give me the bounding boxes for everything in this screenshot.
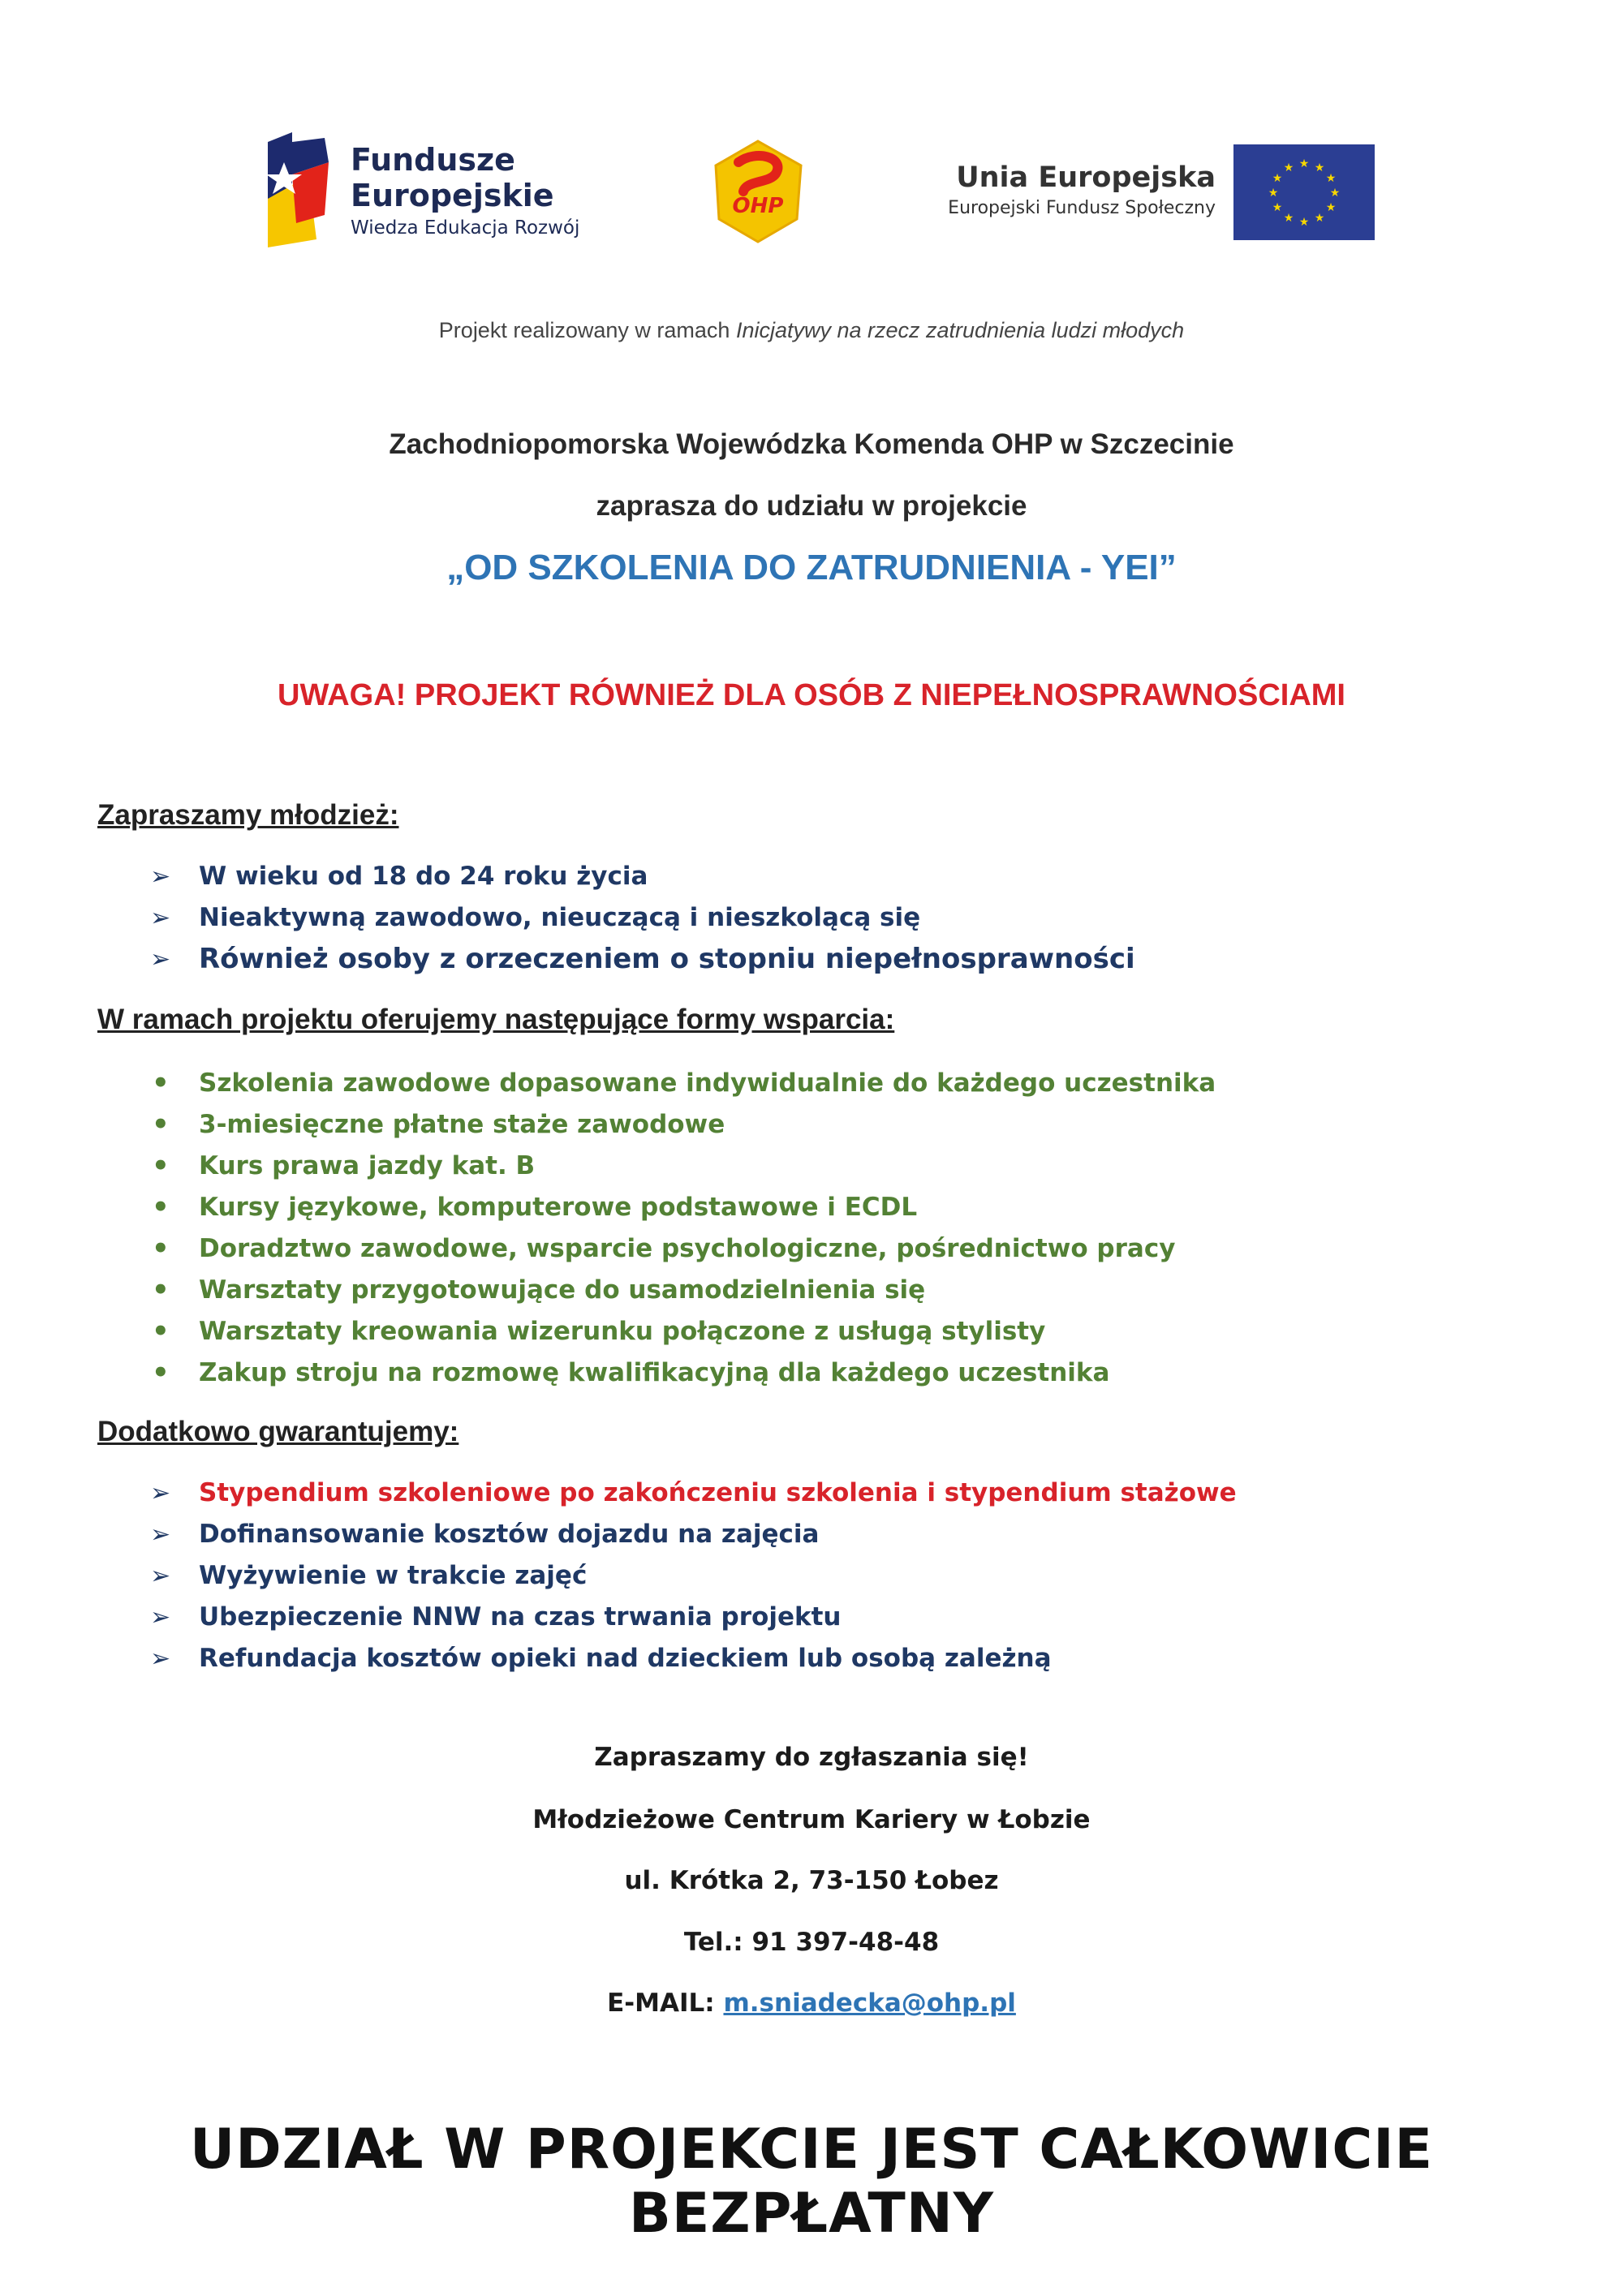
- email-link[interactable]: m.sniadecka@ohp.pl: [723, 1989, 1016, 2018]
- contact-cta: Zapraszamy do zgłaszania się!: [594, 1743, 1029, 1772]
- guarantee-list: [150, 1473, 1237, 1679]
- svg-text:★: ★: [1314, 212, 1325, 225]
- project-funding-line: [0, 318, 1623, 343]
- fe-line3: Wiedza Edukacja Rozwój: [351, 217, 580, 239]
- project-funding-initiative: Inicjatywy na rzecz zatrudnienia ludzi młodych: [735, 318, 1185, 342]
- svg-text:★: ★: [1272, 172, 1283, 185]
- list-item: • Kursy językowe, komputerowe podstawowe i ECDL: [150, 1187, 1216, 1228]
- target-heading: Zapraszamy młodzież:: [97, 799, 399, 831]
- target-list: [150, 856, 1135, 980]
- list-item: • Warsztaty kreowania wizerunku połączone z usługą stylisty: [150, 1311, 1216, 1352]
- ohp-logo: [708, 138, 809, 245]
- svg-text:★: ★: [1272, 201, 1283, 214]
- list-item: • Doradztwo zawodowe, wsparcie psychologiczne, pośrednictwo pracy: [150, 1228, 1216, 1270]
- svg-text:★: ★: [1298, 157, 1310, 170]
- contact-address: ul. Krótka 2, 73-150 Łobez: [624, 1866, 999, 1895]
- contact-phone: Tel.: 91 397-48-48: [683, 1928, 940, 1957]
- ohp-logo-text: OHP: [732, 194, 784, 218]
- list-item: ➢ Dofinansowanie kosztów dojazdu na zajęcia: [150, 1514, 1237, 1555]
- fe-line2: Europejskie: [351, 178, 554, 213]
- support-list: [150, 1063, 1216, 1394]
- contact-email-line: [0, 1989, 1623, 2018]
- svg-text:★: ★: [1329, 187, 1341, 200]
- invite-line: zaprasza do udziału w projekcie: [596, 490, 1027, 522]
- list-item: • 3-miesięczne płatne staże zawodowe: [150, 1104, 1216, 1146]
- svg-text:★: ★: [1314, 161, 1325, 174]
- list-item: • Warsztaty przygotowujące do usamodzielnienia się: [150, 1270, 1216, 1311]
- list-item: ➢ Również osoby z orzeczeniem o stopniu niepełnosprawności: [150, 939, 1135, 980]
- eu-flag-icon: [1233, 144, 1375, 240]
- guarantee-heading: Dodatkowo gwarantujemy:: [97, 1416, 459, 1447]
- footer-free-participation: UDZIAŁ W PROJEKCIE JEST CAŁKOWICIE BEZPŁATNY: [189, 2118, 1434, 2246]
- svg-text:★: ★: [1268, 187, 1279, 200]
- svg-text:★: ★: [1298, 216, 1310, 229]
- fe-line1: Fundusze: [351, 142, 515, 178]
- list-item: ➢ Wyżywienie w trakcie zajęć: [150, 1555, 1237, 1597]
- project-title: „OD SZKOLENIA DO ZATRUDNIENIA - YEI”: [446, 548, 1177, 587]
- svg-text:★: ★: [1325, 172, 1337, 185]
- support-heading: W ramach projektu oferujemy następujące formy wsparcia:: [97, 1004, 895, 1035]
- list-item: • Kurs prawa jazdy kat. B: [150, 1146, 1216, 1187]
- list-item: • Szkolenia zawodowe dopasowane indywidualnie do każdego uczestnika: [150, 1063, 1216, 1104]
- svg-text:★: ★: [1283, 212, 1294, 225]
- email-label: E-MAIL:: [607, 1989, 724, 2018]
- list-item: ➢ Nieaktywną zawodowo, nieuczącą i nieszkolącą się: [150, 897, 1135, 939]
- list-item: ➢ W wieku od 18 do 24 roku życia: [150, 856, 1135, 897]
- contact-place: Młodzieżowe Centrum Kariery w Łobzie: [532, 1805, 1091, 1834]
- svg-text:★: ★: [1283, 161, 1294, 174]
- project-funding-prefix: Projekt realizowany w ramach: [438, 318, 736, 342]
- ue-line1: Unia Europejska: [956, 161, 1216, 194]
- list-item: ➢ Stypendium szkoleniowe po zakończeniu szkolenia i stypendium stażowe: [150, 1473, 1237, 1514]
- svg-text:★: ★: [1325, 201, 1337, 214]
- list-item: • Zakup stroju na rozmowę kwalifikacyjną dla każdego uczestnika: [150, 1352, 1216, 1394]
- fundusze-europejskie-logo: [260, 126, 617, 260]
- ue-line2: Europejski Fundusz Społeczny: [948, 198, 1216, 218]
- list-item: ➢ Refundacja kosztów opieki nad dzieckiem lub osobą zależną: [150, 1638, 1237, 1679]
- organizer: Zachodniopomorska Wojewódzka Komenda OHP w Szczecinie: [389, 428, 1234, 460]
- unia-europejska-logo: [901, 144, 1388, 243]
- list-item: ➢ Ubezpieczenie NNW na czas trwania projektu: [150, 1597, 1237, 1638]
- fe-star-icon: [260, 126, 341, 256]
- warning-line: UWAGA! PROJEKT RÓWNIEŻ DLA OSÓB Z NIEPEŁNOSPRAWNOŚCIAMI: [278, 678, 1345, 712]
